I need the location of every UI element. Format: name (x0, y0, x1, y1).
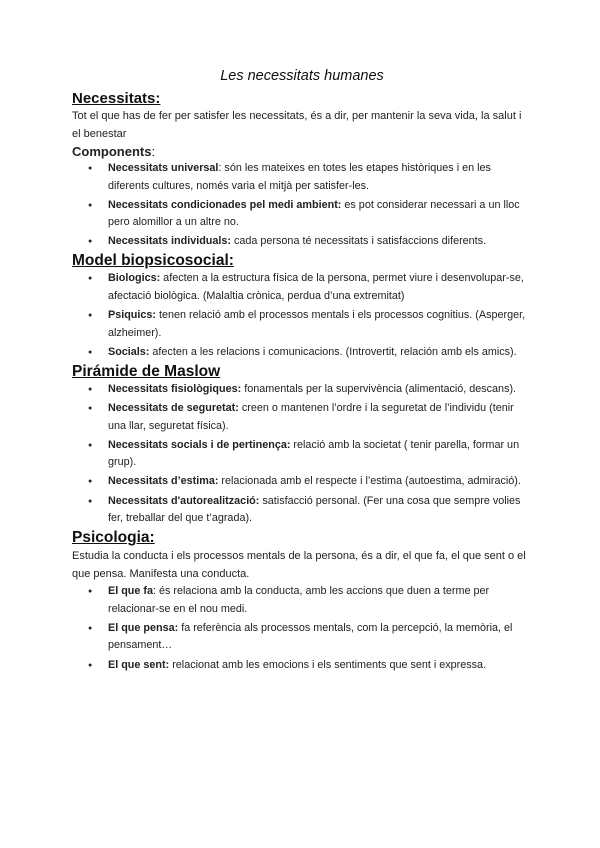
list-item: ● Necessitats universal: són les mateixes en totes les etapes històriques i en les diferents cultures, només varia el mitjà per satisfer-les. (72, 160, 532, 195)
psicologia-definition: Estudia la conducta i els processos mentals de la persona, és a dir, el que fa, el que sent o el que pensa. Manifesta una conducta. (72, 550, 526, 580)
maslow-list (72, 381, 532, 528)
list-item: ● Socials: afecten a les relacions i comunicacions. (Introvertit, relación amb els amics). (72, 344, 532, 362)
section-heading-psicologia: Psicologia: (72, 529, 155, 547)
necessitats-list (72, 160, 532, 251)
list-item: ● El que sent: relacionat amb les emocions i els sentiments que sent i expressa. (72, 657, 532, 675)
necessitats-definition: Tot el que has de fer per satisfer les necessitats, és a dir, per mantenir la seva vida, la salut i el benestar (72, 110, 522, 140)
document-page (72, 68, 532, 676)
document-title: Les necessitats humanes (220, 68, 384, 84)
list-item: ● Biologics: afecten a la estructura física de la persona, permet viure i desenvolupar-se, afectació biològica. (Malaltia crònica, perdua d’una extremitat) (72, 270, 532, 305)
list-item: ● El que pensa: fa referència als processos mentals, com la percepció, la memòria, el pensament… (72, 620, 532, 655)
section-heading-necessitats: Necessitats: (72, 90, 161, 107)
list-item: ● Necessitats d'autorealització: satisfacció personal. (Fer una cosa que sempre volies fer, treballar del que t’agrada). (72, 493, 532, 528)
list-item: ● Psiquics: tenen relació amb el processos mentals i els processos cognitius. (Asperger, alzheimer). (72, 307, 532, 342)
section-heading-model: Model biopsicosocial: (72, 252, 234, 270)
list-item: ● Necessitats fisiològiques: fonamentals per la supervivència (alimentació, descans). (72, 381, 532, 399)
psicologia-list (72, 583, 532, 674)
list-item: ● Necessitats individuals: cada persona té necessitats i satisfaccions diferents. (72, 233, 532, 251)
components-label: Components: (72, 144, 156, 159)
list-item: ● Necessitats condicionades pel medi ambient: es pot considerar necessari a un lloc pero alomillor a un altre no. (72, 197, 532, 232)
section-heading-maslow: Pirámide de Maslow (72, 362, 221, 380)
list-item: ● El que fa: és relaciona amb la conducta, amb les accions que duen a terme per relacionar-se en el nou medi. (72, 583, 532, 618)
list-item: ● Necessitats socials i de pertinença: relació amb la societat ( tenir parella, formar un grup). (72, 437, 532, 472)
list-item: ● Necessitats d’estima: relacionada amb el respecte i l’estima (autoestima, admiració). (72, 473, 532, 491)
model-list (72, 270, 532, 361)
list-item: ● Necessitats de seguretat: creen o mantenen l’ordre i la seguretat de l’individu (tenir una llar, seguretat física). (72, 400, 532, 435)
